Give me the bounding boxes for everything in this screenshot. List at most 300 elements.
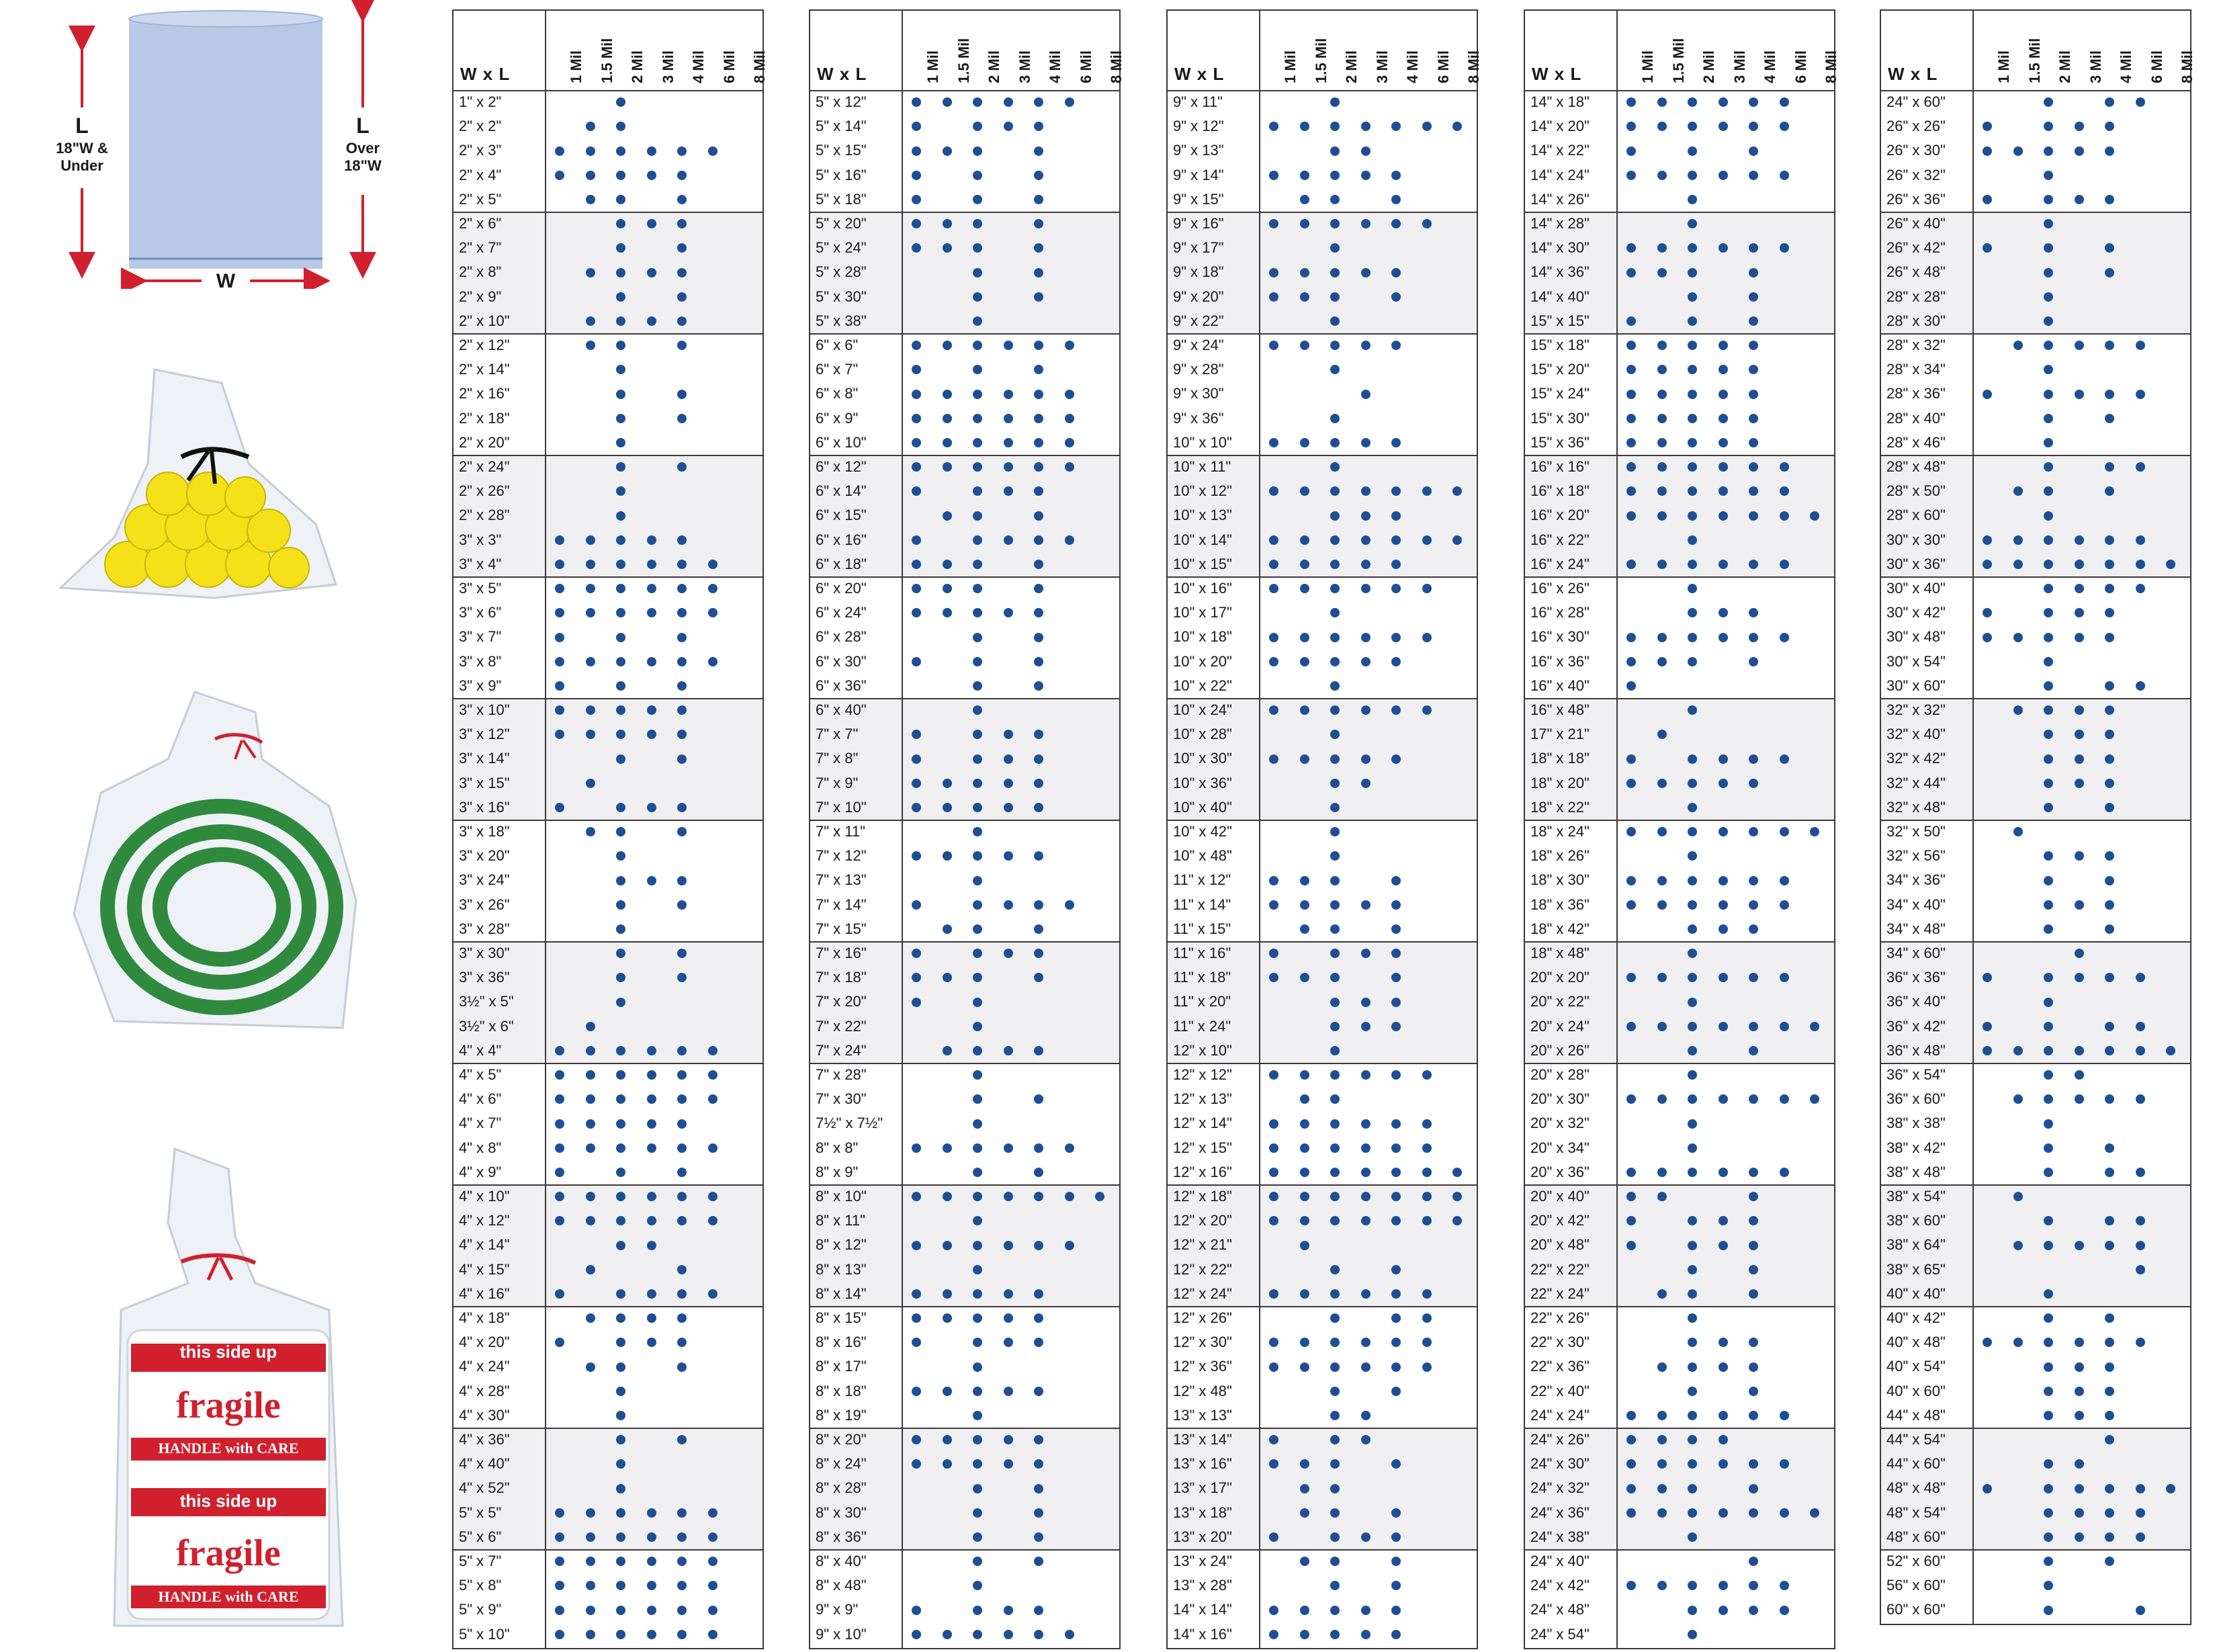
availability-dot [1004,1289,1013,1299]
bag-size-label: 18" x 42" [1530,920,1590,937]
availability-dot [677,1168,687,1177]
availability-dot [555,633,564,642]
availability-dot [1688,1022,1697,1031]
availability-dot [1361,438,1371,447]
availability-dot [1361,584,1371,593]
availability-dot [1269,1289,1278,1299]
availability-dot [647,657,656,666]
bag-size-label: 24" x 36" [1530,1504,1590,1521]
availability-dot [1780,1508,1789,1518]
availability-dot [2105,1046,2114,1055]
mil-thickness-heading: 1.5 Mil [2026,38,2043,83]
availability-dot [1391,1387,1401,1396]
availability-dot [1719,122,1728,131]
availability-dot [555,1143,564,1153]
bag-size-label: 9" x 15" [1173,190,1224,208]
bag-size-label: 8" x 16" [816,1334,867,1351]
availability-dot [1095,1192,1104,1201]
availability-dot [586,1046,595,1055]
availability-dot [973,657,982,666]
bag-size-label: 20" x 40" [1530,1188,1590,1205]
mil-thickness-heading: 3 Mil [1373,50,1391,83]
mil-thickness-heading: 2 Mil [986,50,1002,83]
availability-dot [1300,1241,1309,1250]
availability-dot [1688,1411,1697,1420]
bag-size-label: 11" x 16" [1173,945,1231,961]
availability-dot [2044,1606,2053,1615]
availability-dot [1780,1168,1789,1177]
availability-dot [677,1435,687,1444]
bag-size-label: 28" x 46" [1886,433,1946,451]
bag-size-label: 20" x 30" [1530,1090,1590,1108]
availability-dot [586,1581,595,1590]
mil-thickness-heading: 8 Mil [1465,50,1482,83]
bag-size-label: 4" x 18" [459,1309,510,1326]
availability-dot [1004,1459,1013,1469]
availability-dot [616,1606,625,1615]
bag-size-label: 12" x 36" [1173,1358,1232,1375]
availability-dot [2044,779,2053,788]
availability-dot [1422,1143,1432,1153]
bag-size-label: 4" x 6" [459,1090,502,1108]
availability-dot [2136,1216,2145,1225]
availability-dot [1780,1606,1789,1615]
availability-dot [1391,219,1401,228]
availability-dot [2136,1046,2145,1055]
bag-size-label: 7½" x 7½" [816,1115,883,1132]
availability-dot [1688,1241,1697,1250]
availability-dot [1657,243,1667,253]
availability-dot [1361,268,1371,277]
availability-dot [1780,900,1789,910]
bag-size-label: 4" x 52" [459,1479,510,1497]
availability-dot [1749,1168,1758,1177]
availability-dot [677,462,687,472]
availability-dot [1688,998,1697,1007]
availability-dot [973,1411,982,1420]
availability-dot [1269,1168,1278,1177]
bag-size-label: 36" x 54" [1886,1066,1946,1083]
availability-dot [943,1459,952,1469]
bag-with-green-hose-image [60,685,370,1035]
availability-dot [1330,754,1340,764]
bag-size-label: 30" x 60" [1886,677,1946,694]
bag-size-label: 6" x 36" [816,677,867,694]
bag-size-label: 8" x 36" [816,1528,867,1545]
bag-size-label: 6" x 14" [816,482,867,500]
availability-dot [1391,511,1401,521]
bag-size-label: 3" x 15" [459,774,510,791]
bag-size-label: 28" x 36" [1886,385,1946,402]
availability-dot [1391,1119,1401,1129]
label-text-fragile-2: fragile [176,1532,281,1574]
availability-dot [1391,1630,1401,1639]
availability-dot [1034,341,1043,350]
bag-size-label: 4" x 16" [459,1285,510,1302]
availability-dot [616,1630,625,1639]
availability-dot [1688,754,1697,764]
availability-dot [1034,414,1043,423]
availability-dot [1657,779,1667,788]
availability-dot [1983,195,1992,204]
bag-size-label: 8" x 15" [816,1309,867,1326]
availability-dot [1391,876,1401,885]
availability-dot [1422,1119,1432,1129]
availability-dot [1300,1094,1309,1104]
availability-dot [1780,1581,1789,1590]
availability-dot [1361,1362,1371,1372]
availability-dot [2105,1143,2114,1153]
availability-dot [1422,486,1432,496]
availability-dot [2075,1508,2084,1518]
availability-dot [2075,535,2084,545]
availability-dot [912,171,921,180]
availability-dot [1688,633,1697,642]
availability-dot [1749,1022,1758,1031]
availability-dot [1688,900,1697,910]
availability-dot [1361,122,1371,131]
availability-dot [1330,1387,1340,1396]
availability-dot [677,1508,687,1518]
bag-size-label: 28" x 28" [1886,288,1946,305]
bag-size-label: 4" x 15" [459,1260,510,1278]
availability-dot [912,1289,921,1299]
availability-dot [2136,1265,2145,1274]
availability-dot [1626,681,1636,691]
availability-dot [2105,900,2114,910]
availability-dot [647,1508,656,1518]
bag-size-label: 6" x 28" [816,628,867,646]
availability-dot [1780,876,1789,885]
availability-dot [2044,171,2053,180]
availability-dot [1330,949,1340,958]
bag-size-label: 9" x 14" [1173,166,1224,183]
availability-dot [1780,754,1789,764]
availability-dot [1034,1289,1043,1299]
bag-size-label: 2" x 4" [459,166,502,183]
availability-dot [2075,900,2084,910]
availability-dot [912,1143,921,1153]
availability-dot [912,97,921,107]
bag-size-label: 3" x 30" [459,945,510,961]
availability-dot [2044,1022,2053,1031]
bag-size-label: 22" x 26" [1530,1309,1590,1326]
availability-dot [2105,1435,2114,1444]
availability-dot [2075,1484,2084,1493]
availability-dot [973,705,982,715]
availability-dot [1422,633,1432,642]
availability-dot [555,535,564,545]
availability-dot [1391,1313,1401,1323]
bag-size-label: 2" x 20" [459,433,510,451]
availability-dot [586,268,595,277]
availability-dot [1626,876,1636,885]
availability-dot [1780,1459,1789,1469]
availability-dot [1422,1216,1432,1225]
bag-size-label: 3" x 26" [459,896,510,913]
bag-size-label: 14" x 16" [1173,1625,1232,1643]
bag-size-label: 9" x 28" [1173,361,1224,378]
availability-dot [2105,535,2114,545]
availability-dot [2136,390,2145,399]
availability-dot [1391,1265,1401,1274]
availability-dot [1004,438,1013,447]
availability-dot [616,1484,625,1493]
availability-dot [708,1581,718,1590]
availability-dot [1361,341,1371,350]
availability-dot [2044,511,2053,521]
availability-dot [912,803,921,812]
availability-dot [1688,1046,1697,1055]
availability-dot [1034,1532,1043,1542]
availability-dot [1657,1022,1667,1031]
availability-dot [555,1119,564,1129]
bag-size-label: 15" x 24" [1530,385,1590,402]
availability-dot [1004,608,1013,617]
availability-dot [1452,1168,1462,1177]
availability-dot [555,1606,564,1615]
availability-dot [647,876,656,885]
bag-size-label: 11" x 18" [1173,969,1231,986]
availability-dot [2044,1289,2053,1299]
availability-dot [586,1606,595,1615]
availability-dot [1657,511,1667,521]
bag-size-label: 12" x 13" [1173,1090,1232,1108]
availability-dot [2136,1484,2145,1493]
bag-size-label: 34" x 36" [1886,871,1946,889]
bag-size-label: 26" x 40" [1886,215,1946,232]
availability-dot [1269,1192,1278,1201]
availability-dot [1719,779,1728,788]
availability-dot [1422,122,1432,131]
availability-dot [1034,560,1043,569]
mil-thickness-heading: 2 Mil [1343,50,1360,83]
availability-dot [2105,584,2114,593]
availability-dot [1300,560,1309,569]
availability-dot [973,511,982,521]
availability-dot [1065,390,1074,399]
availability-dot [555,1168,564,1177]
availability-dot [2013,486,2023,496]
bag-size-label: 9" x 22" [1173,312,1224,329]
availability-dot [616,97,625,107]
availability-dot [1719,414,1728,423]
availability-dot [677,657,687,666]
availability-dot [1361,1338,1371,1347]
availability-dot [555,1289,564,1299]
availability-dot [912,195,921,204]
bag-size-label: 8" x 19" [816,1406,867,1424]
bag-size-label: 22" x 22" [1530,1260,1590,1278]
availability-dot [616,1192,625,1201]
availability-dot [1422,584,1432,593]
availability-dot [677,803,687,812]
availability-dot [677,949,687,958]
availability-dot [647,1581,656,1590]
availability-dot [1034,1241,1043,1250]
bag-size-label: 24" x 42" [1530,1577,1590,1594]
availability-dot [1719,365,1728,374]
bag-size-label: 10" x 36" [1173,774,1232,791]
availability-dot [943,1241,952,1250]
availability-dot [1004,900,1013,910]
availability-dot [1391,584,1401,593]
bag-size-label: 28" x 48" [1886,458,1946,475]
bag-size-label: 14" x 40" [1530,288,1590,305]
availability-dot [1065,1241,1074,1250]
availability-dot [708,1289,718,1299]
bag-size-label: 12" x 26" [1173,1309,1232,1326]
availability-dot [943,1313,952,1323]
bag-size-label: 16" x 20" [1530,507,1590,524]
bag-size-label: 18" x 30" [1530,871,1590,889]
bag-size-label: 8" x 48" [816,1577,867,1594]
bag-size-label: 30" x 40" [1886,580,1946,597]
availability-dot [647,608,656,617]
availability-dot [1330,462,1340,472]
availability-dot [1657,1094,1667,1104]
availability-dot [2075,341,2084,350]
availability-dot [2044,803,2053,812]
availability-dot [616,949,625,958]
availability-dot [616,171,625,180]
availability-dot [2013,560,2023,569]
bag-size-label: 36" x 60" [1886,1090,1946,1108]
availability-dot [912,657,921,666]
availability-dot [1657,1192,1667,1201]
availability-dot [1300,876,1309,885]
availability-dot [943,560,952,569]
availability-dot [1657,1484,1667,1493]
availability-dot [2136,1094,2145,1104]
bag-size-label: 7" x 15" [816,920,867,937]
label-text-fragile: fragile [176,1385,281,1426]
availability-dot [2105,705,2114,715]
bag-size-label: 32" x 56" [1886,847,1946,865]
availability-dot [912,535,921,545]
availability-dot [1626,900,1636,910]
bag-size-label: 7" x 16" [816,945,867,961]
availability-dot [647,1216,656,1225]
bag-size-label: 9" x 20" [1173,288,1224,305]
availability-dot [1688,146,1697,156]
bag-size-label: 12" x 22" [1173,1260,1232,1278]
bag-size-label: 13" x 17" [1173,1479,1232,1497]
availability-dot [647,1606,656,1615]
availability-dot [1361,1435,1371,1444]
availability-dot [1330,779,1340,788]
bag-size-label: 9" x 36" [1173,409,1224,427]
availability-dot [1719,511,1728,521]
availability-dot [1269,1362,1278,1372]
availability-dot [973,1508,982,1518]
availability-dot [1004,1606,1013,1615]
availability-dot [1269,1070,1278,1080]
availability-dot [1749,390,1758,399]
availability-dot [1626,754,1636,764]
availability-dot [616,1046,625,1055]
availability-dot [2075,390,2084,399]
availability-dot [1657,97,1667,107]
availability-dot [1657,341,1667,350]
bag-size-label: 10" x 15" [1173,555,1232,572]
bag-size-label: 3½" x 5" [459,993,514,1010]
availability-dot [1034,1192,1043,1201]
size-table-column [809,9,1125,1649]
availability-dot [1983,1046,1992,1055]
bag-size-label: 18" x 48" [1530,945,1590,961]
availability-dot [1688,1387,1697,1396]
availability-dot [973,1265,982,1274]
availability-dot [1657,414,1667,423]
availability-dot [555,705,564,715]
availability-dot [1004,414,1013,423]
bag-size-label: 3" x 18" [459,823,510,840]
availability-dot [1391,900,1401,910]
bag-size-label: 22" x 36" [1530,1358,1590,1375]
availability-dot [1300,438,1309,447]
bag-size-label: 6" x 40" [816,701,867,718]
availability-dot [555,1046,564,1055]
availability-dot [2044,924,2053,934]
bag-size-label: 8" x 18" [816,1382,867,1399]
availability-dot [943,390,952,399]
availability-dot [1626,1435,1636,1444]
availability-dot [2044,876,2053,885]
size-table-column [1524,9,1839,1649]
availability-dot [1034,900,1043,910]
availability-dot [2136,584,2145,593]
availability-dot [1719,1581,1728,1590]
availability-dot [1330,414,1340,423]
bag-size-label: 7" x 7" [816,726,859,743]
availability-dot [1719,633,1728,642]
bag-size-label: 20" x 22" [1530,993,1590,1010]
availability-dot [1749,268,1758,277]
availability-dot [586,657,595,666]
bag-size-label: 8" x 24" [816,1455,867,1473]
availability-dot [677,1119,687,1129]
availability-dot [616,1362,625,1372]
availability-dot [2075,1532,2084,1542]
availability-dot [973,1046,982,1055]
bag-size-label: 2" x 28" [459,507,510,524]
bag-size-label: 12" x 21" [1173,1236,1232,1254]
availability-dot [1034,779,1043,788]
availability-dot [2075,1094,2084,1104]
mil-thickness-heading: 8 Mil [1823,50,1839,83]
availability-dot [616,1435,625,1444]
availability-dot [1300,486,1309,496]
mil-thickness-heading: 2 Mil [2056,50,2073,83]
availability-dot [1657,1362,1667,1372]
bag-size-label: 7" x 20" [816,993,867,1010]
availability-dot [677,560,687,569]
availability-dot [2136,462,2145,472]
availability-dot [1626,462,1636,472]
availability-dot [1391,1070,1401,1080]
availability-dot [1004,1241,1013,1250]
availability-dot [1657,268,1667,277]
availability-dot [1688,1289,1697,1299]
bag-size-label: 24" x 26" [1530,1431,1590,1448]
bag-size-label: 32" x 40" [1886,726,1946,743]
bag-size-label: 4" x 10" [459,1188,510,1205]
availability-dot [1330,195,1340,204]
availability-dot [1719,97,1728,107]
availability-dot [1300,1362,1309,1372]
availability-dot [2136,681,2145,691]
